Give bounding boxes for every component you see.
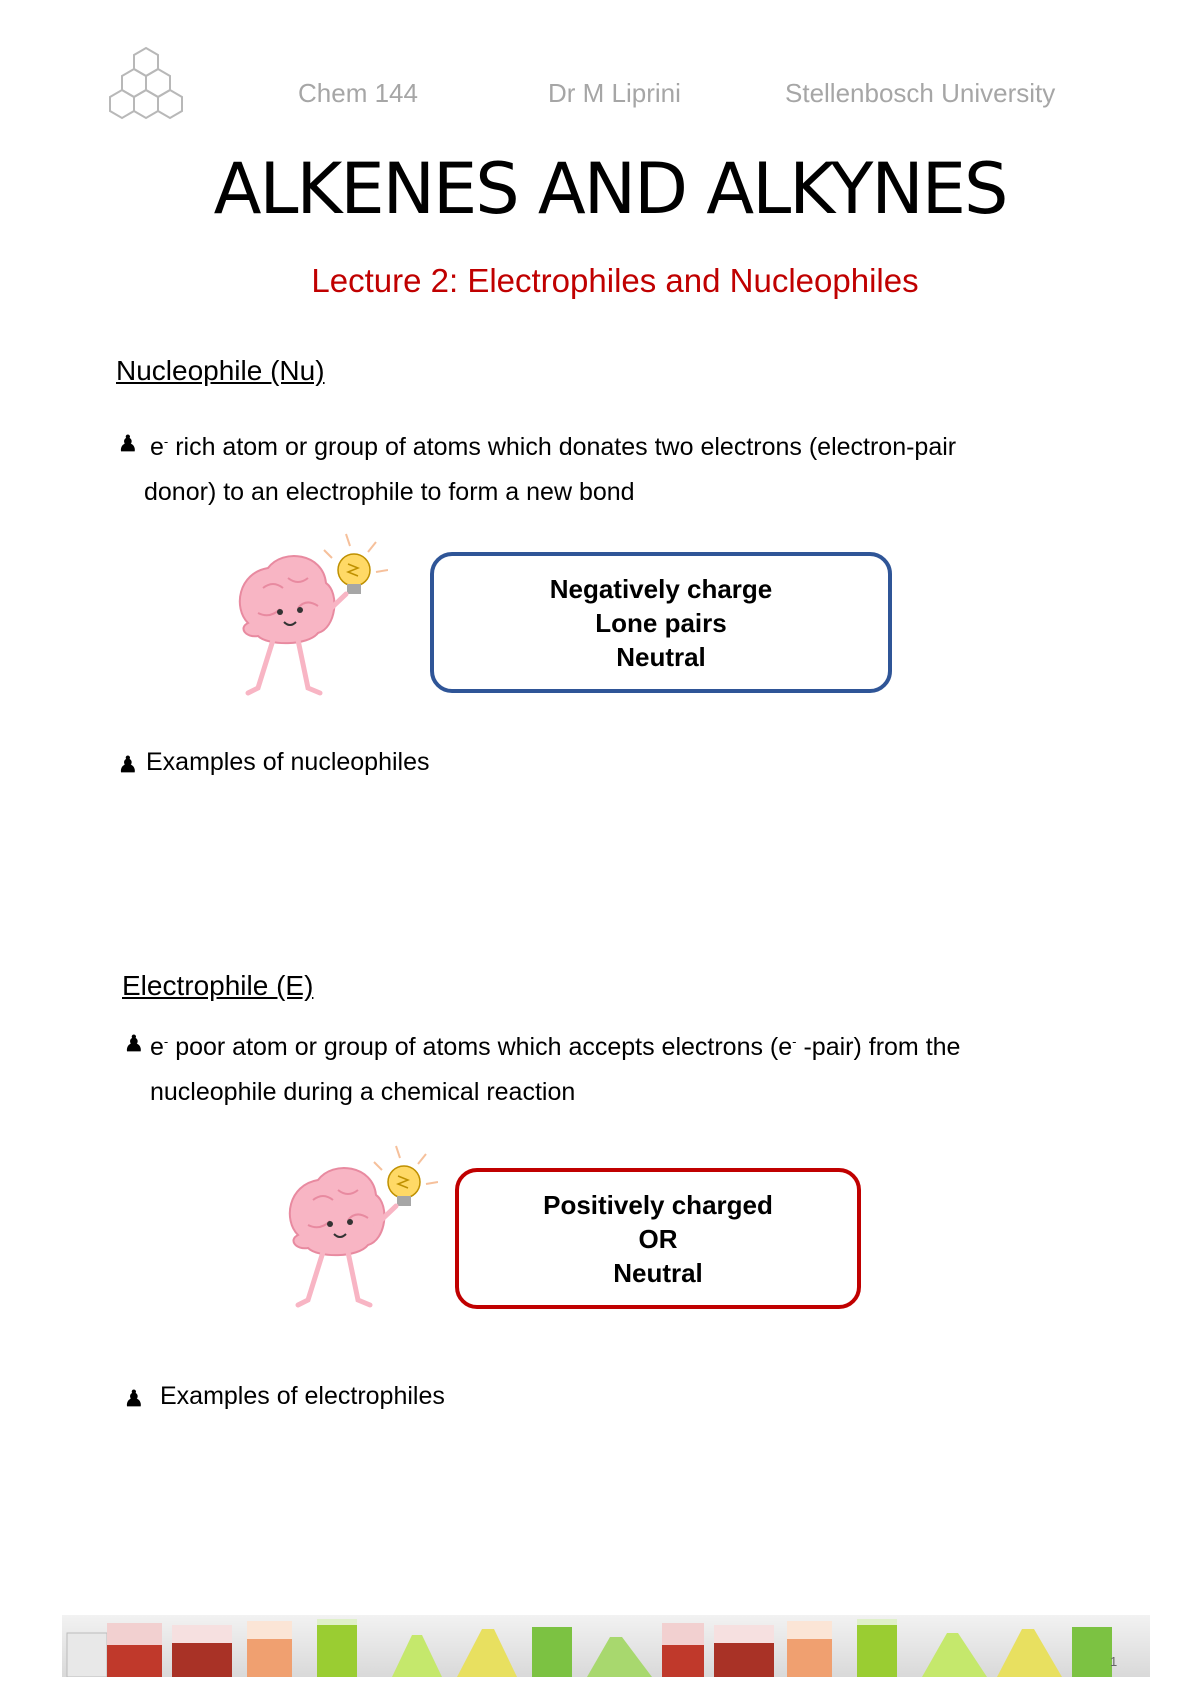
nucleophile-characteristics-box [430,552,892,693]
chess-pawn-bullet-icon: ♟ [118,431,138,456]
header-institution: Stellenbosch University [785,78,1056,108]
nucleophile-heading: Nucleophile (Nu) [116,355,325,386]
lab-glassware-strip [62,1615,1150,1677]
lecture-subtitle: Lecture 2: Electrophiles and Nucleophiles [311,262,919,299]
nucleophile-box-line: Lone pairs [595,607,727,638]
electrophile-box-line: Neutral [613,1257,703,1288]
nucleophile-box-line: Negatively charge [549,573,773,604]
chess-pawn-bullet-icon: ♟ [124,1031,144,1056]
nucleophile-definition-line1: e- rich atom or group of atoms which donates two electrons (electron-pair [150,433,957,461]
header-course: Chem 144 [298,78,418,108]
electrophile-box-line: OR [638,1223,678,1254]
brain-lightbulb-icon [228,528,388,703]
chess-pawn-bullet-icon: ♟ [124,1386,144,1411]
page-title: ALKENES AND ALKYNES [213,148,1007,230]
nucleophile-definition-line2: donor) to an electrophile to form a new bond [144,478,635,506]
electrophile-definition-line1: e- poor atom or group of atoms which accepts electrons (e- -pair) from the [150,1033,961,1061]
electrophile-definition-line2: nucleophile during a chemical reaction [150,1078,576,1106]
electrophile-heading: Electrophile (E) [122,970,314,1001]
nucleophile-examples-label: Examples of nucleophiles [146,748,430,776]
brain-lightbulb-icon [278,1140,438,1315]
chess-pawn-bullet-icon: ♟ [118,752,138,777]
electrophile-characteristics-box [455,1168,861,1309]
electrophile-box-line: Positively charged [543,1189,773,1220]
page-number: 1 [1110,1654,1118,1669]
header-lecturer: Dr M Liprini [548,78,681,108]
hexagon-molecule-icon [98,44,194,132]
nucleophile-box-line: Neutral [616,641,706,672]
electrophile-examples-label: Examples of electrophiles [160,1382,445,1410]
